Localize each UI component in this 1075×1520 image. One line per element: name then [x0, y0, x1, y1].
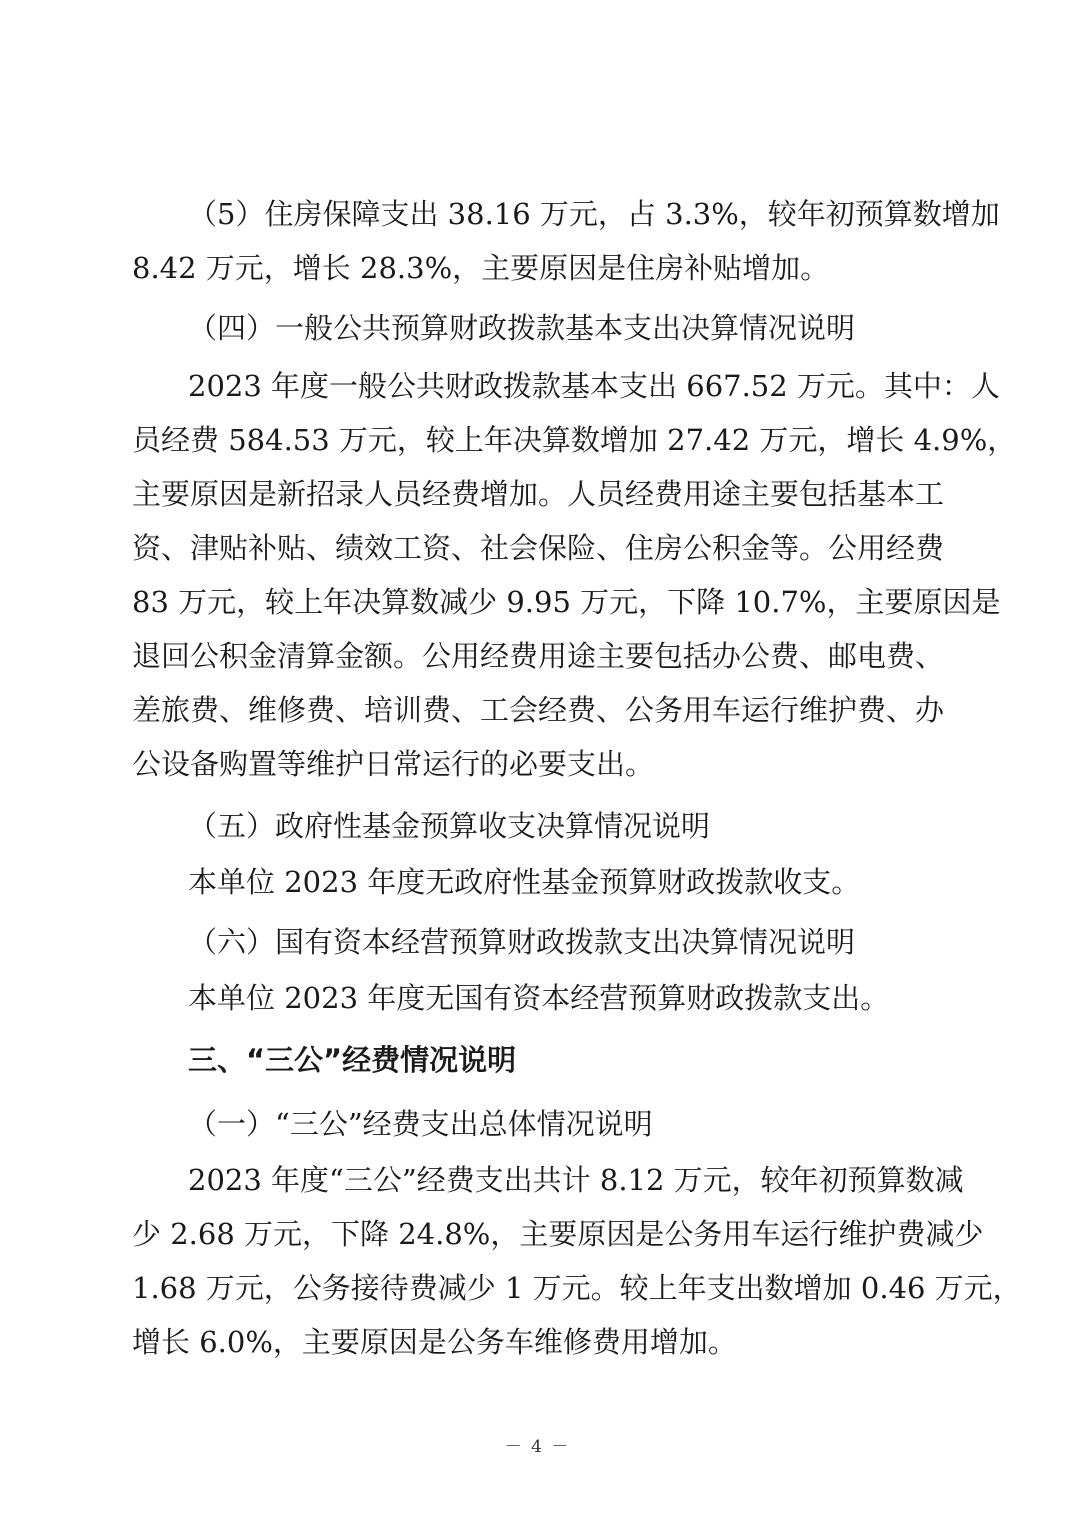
section-heading-three-public-overall: （一）“三公”经费支出总体情况说明 [188, 1107, 653, 1141]
basic-expenditure-paragraph-line-4: 资、津贴补贴、绩效工资、社会保险、住房公积金等。公用经费 [132, 531, 945, 565]
page-number: － 4 － [504, 1437, 571, 1457]
basic-expenditure-paragraph-line-6: 退回公积金清算金额。公用经费用途主要包括办公费、邮电费、 [132, 639, 945, 673]
section-heading-state-capital: （六）国有资本经营预算财政拨款支出决算情况说明 [188, 925, 856, 959]
section-heading-government-fund: （五）政府性基金预算收支决算情况说明 [188, 809, 711, 843]
state-capital-paragraph: 本单位 2023 年度无国有资本经营预算财政拨款支出。 [188, 981, 890, 1015]
chapter-heading-three-public-expenses: 三、“三公”经费情况说明 [188, 1043, 517, 1077]
housing-security-paragraph-line-1: （5）住房保障支出 38.16 万元，占 3.3%，较年初预算数增加 [188, 197, 1000, 231]
basic-expenditure-paragraph-line-2: 员经费 584.53 万元，较上年决算数增加 27.42 万元，增长 4.9%， [132, 423, 1017, 457]
basic-expenditure-paragraph-line-5: 83 万元，较上年决算数减少 9.95 万元，下降 10.7%，主要原因是 [132, 585, 1001, 619]
basic-expenditure-paragraph-line-7: 差旅费、维修费、培训费、工会经费、公务用车运行维护费、办 [132, 693, 945, 727]
housing-security-paragraph-line-2: 8.42 万元，增长 28.3%，主要原因是住房补贴增加。 [132, 251, 830, 285]
three-public-paragraph-line-2: 少 2.68 万元，下降 24.8%，主要原因是公务用车运行维护费减少 [132, 1217, 984, 1251]
section-heading-basic-expenditure: （四）一般公共预算财政拨款基本支出决算情况说明 [188, 311, 856, 345]
basic-expenditure-paragraph-line-3: 主要原因是新招录人员经费增加。人员经费用途主要包括基本工 [132, 477, 945, 511]
three-public-paragraph-line-1: 2023 年度“三公”经费支出共计 8.12 万元，较年初预算数减 [188, 1163, 964, 1197]
government-fund-paragraph: 本单位 2023 年度无政府性基金预算财政拨款收支。 [188, 865, 861, 899]
basic-expenditure-paragraph-line-1: 2023 年度一般公共财政拨款基本支出 667.52 万元。其中：人 [188, 369, 1000, 403]
basic-expenditure-paragraph-line-8: 公设备购置等维护日常运行的必要支出。 [132, 747, 655, 781]
three-public-paragraph-line-4: 增长 6.0%，主要原因是公务车维修费用增加。 [132, 1325, 737, 1359]
three-public-paragraph-line-3: 1.68 万元，公务接待费减少 1 万元。较上年支出数增加 0.46 万元， [132, 1271, 1022, 1305]
